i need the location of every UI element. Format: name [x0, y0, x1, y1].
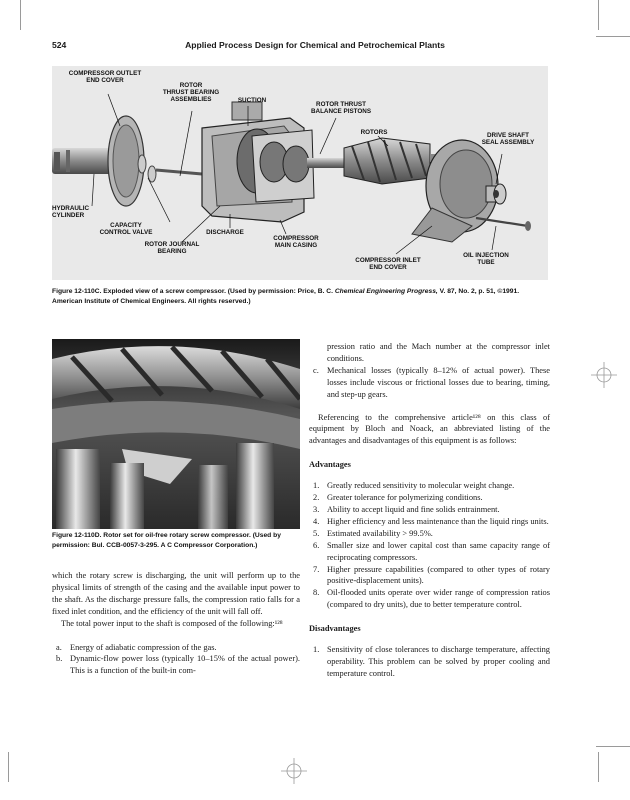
label-hydraulic-cylinder: HYDRAULIC CYLINDER	[52, 205, 90, 220]
advantages-list	[309, 480, 550, 611]
label-balance-pistons: ROTOR THRUST BALANCE PISTONS	[310, 101, 372, 116]
registration-mark-right	[591, 362, 617, 388]
crop-mark-right-lower	[596, 746, 630, 747]
list-item: 6. Smaller size and lower capital cost than same capacity range of reciprocating compressors.	[313, 540, 550, 562]
list-item: 1. Sensitivity of close tolerances to discharge temperature, affecting operability. This problem can be solved by proper cooling and temperature control.	[313, 645, 550, 678]
label-drive-shaft-seal: DRIVE SHAFT SEAL ASSEMBLY	[481, 132, 535, 147]
label-rotor-journal-bearing: ROTOR JOURNAL BEARING	[144, 241, 200, 256]
right-column	[309, 341, 550, 680]
label-discharge: DISCHARGE	[206, 229, 244, 236]
list-item: 5. Estimated availability > 99.5%.	[313, 528, 433, 538]
crop-mark-right-upper	[596, 36, 630, 37]
registration-mark-bottom	[281, 758, 307, 784]
left-column	[52, 570, 300, 677]
page-header	[52, 40, 578, 54]
label-outlet-end-cover: COMPRESSOR OUTLET END COVER	[68, 70, 142, 85]
list-item: b. Dynamic-flow power loss (typically 10–15% of the actual power). This is a function of the built-in com-	[56, 654, 300, 676]
label-main-casing: COMPRESSOR MAIN CASING	[273, 235, 319, 250]
disadvantages-list	[309, 644, 550, 680]
list-item: c. Mechanical losses (typically 8–12% of actual power). These losses include viscous or frictional losses due to bearing, timing, and step-up gears.	[313, 365, 550, 399]
left-paragraph-1: which the rotary screw is discharging, the unit will perform up to the physical limits of strength of the casing and the available input power to the shaft. As the discharge pressure falls, the compression ratio falls for a fixed inlet condition, and the efficiency of the unit will fall off.	[52, 571, 300, 616]
list-item: 3. Ability to accept liquid and fine solids entrainment.	[313, 504, 500, 514]
running-title: Applied Process Design for Chemical and Petrochemical Plants	[185, 40, 445, 50]
label-inlet-end-cover: COMPRESSOR INLET END COVER	[355, 257, 421, 272]
power-components-list-cont	[309, 365, 550, 401]
crop-mark-top-right	[598, 0, 599, 30]
list-item: a. Energy of adiabatic compression of the gas.	[56, 642, 217, 652]
continuation-text: pression ratio and the Mach number at the compressor inlet conditions.	[327, 342, 550, 363]
label-oil-injection-tube: OIL INJECTION TUBE	[463, 252, 509, 267]
crop-mark-top-left	[20, 0, 21, 30]
list-item: 1. Greatly reduced sensitivity to molecular weight change.	[313, 481, 515, 491]
list-item: 2. Greater tolerance for polymerizing conditions.	[313, 493, 483, 503]
list-item: 8. Oil-flooded units operate over wider range of compression ratios (compared to dry units), due to better temperature control.	[313, 588, 550, 610]
figure-110d-caption: Figure 12-110D. Rotor set for oil-free rotary screw compressor. (Used by permission: Bul. CCB-0057-3-295. A C Compressor Corporation.)	[52, 532, 281, 549]
label-rotors: ROTORS	[360, 129, 388, 136]
crop-mark-bottom-right	[598, 752, 599, 782]
power-components-list	[52, 642, 300, 678]
figure-rotor-set-photo	[52, 339, 300, 529]
list-item: 4. Higher efficiency and less maintenance than the liquid rings units.	[313, 516, 549, 526]
advantages-heading: Advantages	[309, 460, 351, 470]
list-item: 7. Higher pressure capabilities (compared to other types of rotary positive-displacement units).	[313, 564, 550, 586]
figure-110c-caption: Figure 12-110C. Exploded view of a screw compressor. (Used by permission: Price, B. C. Chemical Engineering Progress, V. 87, No. 2, p. 51, ©1991. American Institute of Chemical Engineers. All rights reserved.)	[52, 288, 520, 305]
left-paragraph-2: The total power input to the shaft is composed of the following:¹²⁸	[61, 618, 283, 628]
label-suction: SUCTION	[237, 97, 267, 104]
reference-paragraph: Referencing to the comprehensive article¹²⁸ on this class of equipment by Bloch and Noack, an abbreviated listing of the advantages and disadvantages of this equipment is as follows:	[309, 412, 550, 446]
page-number: 524	[52, 40, 67, 50]
figure-exploded-screw-compressor	[52, 66, 548, 280]
crop-mark-bottom-left	[8, 752, 9, 782]
rotor-set-photograph	[52, 339, 300, 529]
label-capacity-control-valve: CAPACITY CONTROL VALVE	[99, 222, 153, 237]
label-thrust-bearing: ROTOR THRUST BEARING ASSEMBLIES	[162, 82, 220, 104]
disadvantages-heading: Disadvantages	[309, 624, 361, 634]
